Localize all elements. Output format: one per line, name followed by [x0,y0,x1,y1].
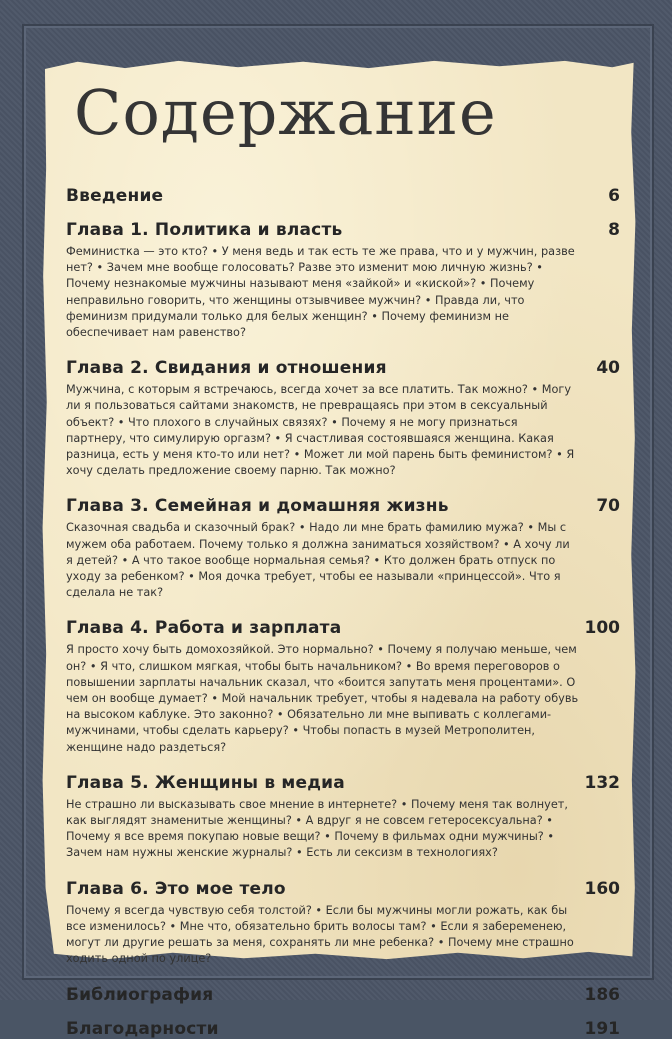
chapter-heading: Глава 4. Работа и зарплата [66,618,342,639]
toc-chapter-3 [66,496,620,601]
chapter-questions: Почему я всегда чувствую себя толстой? • Если бы мужчины могли рожать, как бы все изменилось? • Мне что, обязательно брить волосы там? • Если я забеременею, могут ли другие решать за меня, сохранять ли мне ребенка? • Почему мне страшно ходить одной по улице? [66,903,574,966]
toc-chapter-1 [66,220,620,341]
toc-entry-label: Библиография [66,984,214,1005]
chapter-heading: Глава 6. Это мое тело [66,878,286,899]
toc-chapter-4 [66,618,620,755]
toc-page-number: 40 [596,358,620,379]
toc-page-number: 8 [608,220,620,240]
toc-page-number: 100 [584,618,620,639]
chapter-questions: Не страшно ли высказывать свое мнение в интернете? • Почему меня так волнует, как выглядят знаменитые женщины? • А вдруг я не совсем гетеросексуальна? • Почему я все время покупаю новые вещи? • Почему в фильмах одни мужчины? • Зачем нам нужны женские журналы? • Есть ли сексизм в технологиях? [66,797,568,860]
toc-entry-label: Введение [66,186,164,206]
toc-chapter-2 [66,358,620,479]
toc-page-number: 160 [584,878,620,899]
toc-entry-bibliography [66,985,620,1005]
toc-chapter-5 [66,773,620,862]
toc-page-number: 186 [584,984,620,1005]
toc-entry-acknowledgements [66,1019,620,1039]
toc-page-number: 70 [596,496,620,517]
toc-entry-intro [66,186,620,206]
chapter-heading: Глава 3. Семейная и домашняя жизнь [66,496,449,517]
chapter-questions: Я просто хочу быть домохозяйкой. Это нормально? • Почему я получаю меньше, чем он? • Я что, слишком мягкая, чтобы быть начальником? • Во время переговоров о повышении зарплаты начальник сказал, что «боится запутать меня процентами». О чем он вообще думает? • Мой начальник требует, чтобы я надевала на работу обувь на высоком каблуке. Это законно? • Обязательно ли мне выпивать с коллегами-мужчинами, чтобы сделать карьеру? • Чтобы попасть в музей Метрополитен, женщине надо раздеться? [66,643,579,754]
toc-page-number: 132 [584,772,620,793]
chapter-heading: Глава 5. Женщины в медиа [66,772,345,793]
chapter-questions: Феминистка — это кто? • У меня ведь и так есть те же права, что и у мужчин, разве нет? • Зачем мне вообще голосовать? Разве это изменит мою личную жизнь? • Почему незнакомые мужчины называют меня «зайкой» и «киской»? • Почему неправильно говорить, что женщины отзывчивее мужчин? • Правда ли, что феминизм придумали только для белых женщин? • Почему феминизм не обеспечивает нам равенство? [66,245,575,340]
toc-page-number: 191 [584,1018,620,1039]
chapter-questions: Мужчина, с которым я встречаюсь, всегда хочет за все платить. Так можно? • Могу ли я пользоваться сайтами знакомств, не превращаясь при этом в сексуальный объект? • Что плохого в случайных связях? • Почему я не могу признаться партнеру, что симулирую оргазм? • Я счастливая состоявшаяся женщина. Какая разница, есть у меня кто-то или нет? • Может ли мой парень быть феминистом? • Я хочу сделать предложение своему парню. Так можно? [66,383,575,478]
toc-page-number: 6 [608,186,620,206]
toc-chapter-6 [66,879,620,968]
toc-entry-label: Благодарности [66,1018,219,1039]
chapter-heading: Глава 2. Свидания и отношения [66,358,387,379]
page-title: Содержание [74,76,497,149]
chapter-questions: Сказочная свадьба и сказочный брак? • Надо ли мне брать фамилию мужа? • Мы с мужем оба работаем. Почему только я должна заниматься хозяйством? • А хочу ли я детей? • А что такое вообще нормальная семья? • Кто должен брать отпуск по уходу за ребенком? • Моя дочка требует, чтобы ее называли «принцессой». Что я сделала не так? [66,521,570,600]
table-of-contents [66,186,620,1039]
chapter-heading: Глава 1. Политика и власть [66,220,343,240]
